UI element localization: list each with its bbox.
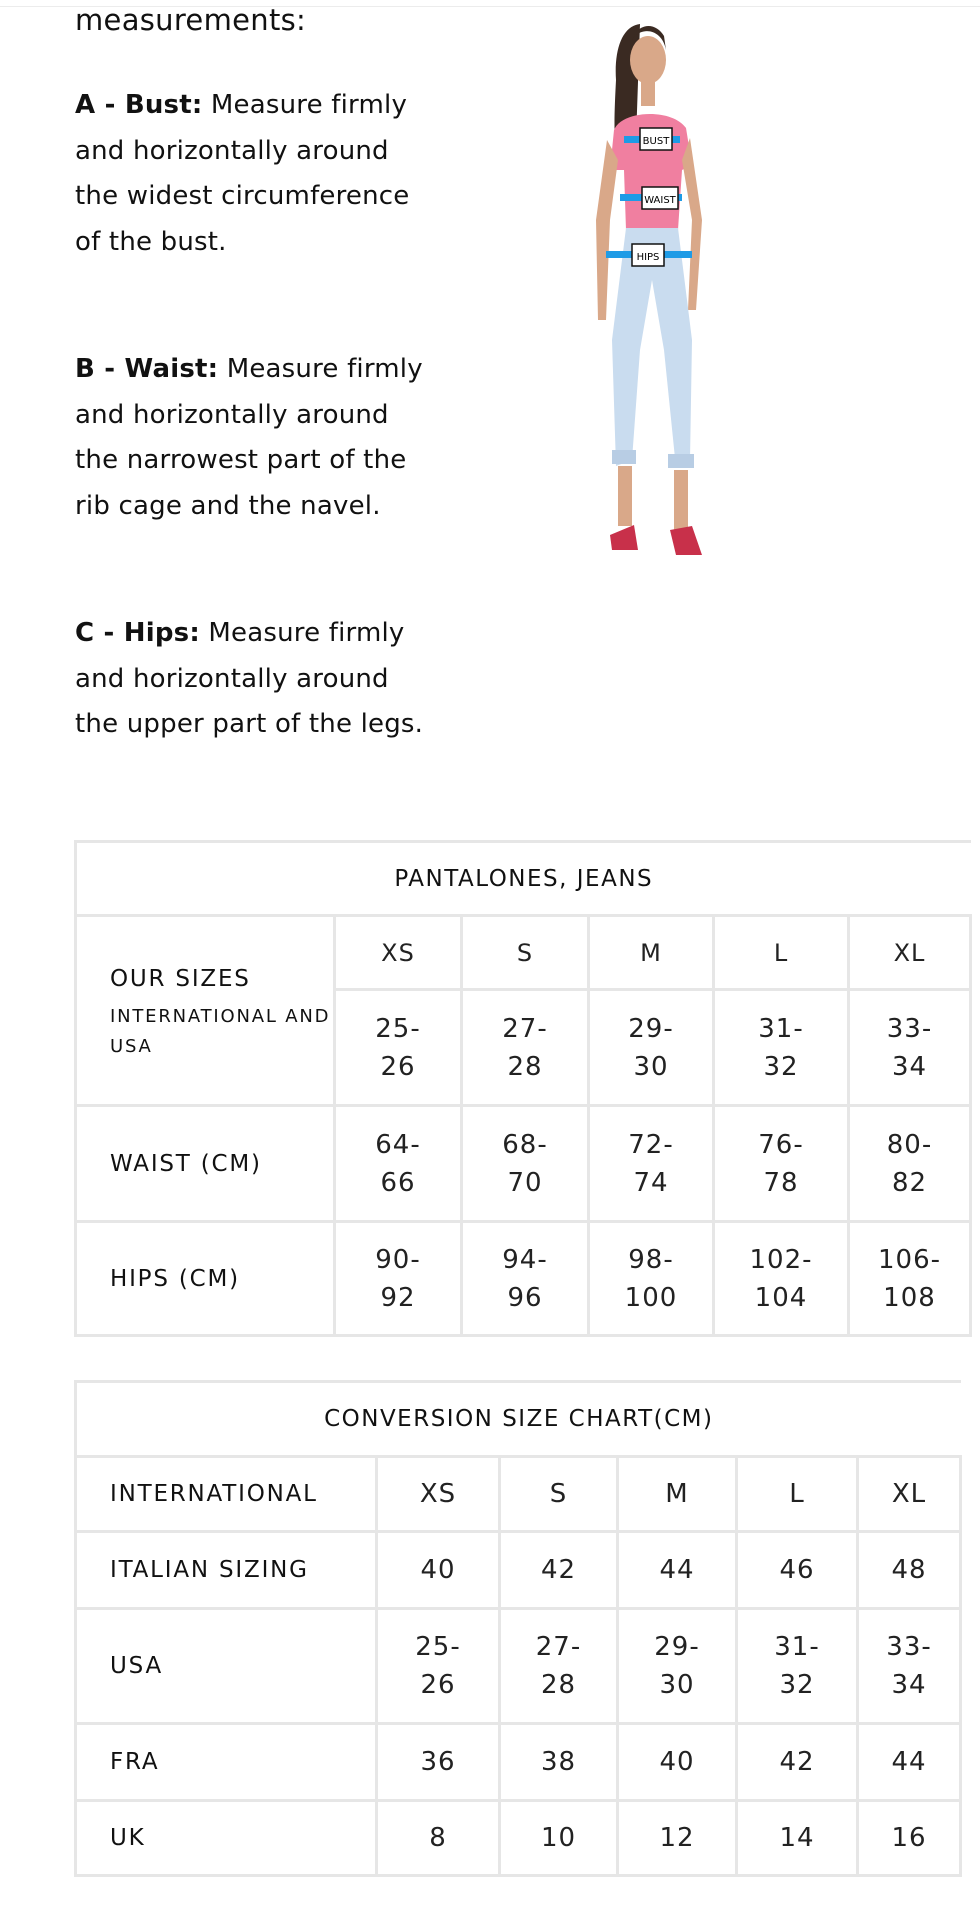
table-cell: L: [737, 1457, 858, 1532]
hips-tag: HIPS: [636, 252, 660, 263]
size-cell: XL: [849, 916, 971, 990]
bust-tag: BUST: [642, 136, 670, 147]
table-cell: 46: [737, 1532, 858, 1609]
table-cell: 40: [618, 1724, 737, 1801]
table-cell: 48: [858, 1532, 961, 1609]
numeric-size-cell: 25- 26: [335, 990, 462, 1106]
table-cell: 98- 100: [589, 1222, 714, 1336]
table-cell: 16: [858, 1801, 961, 1876]
table-row: [76, 1801, 961, 1876]
row-label: USA: [76, 1609, 377, 1724]
table-cell: 64- 66: [335, 1106, 462, 1222]
size-cell: S: [462, 916, 589, 990]
table-cell: 44: [618, 1532, 737, 1609]
table-cell: 10: [500, 1801, 618, 1876]
table-cell: 76- 78: [714, 1106, 849, 1222]
size-cell: M: [589, 916, 714, 990]
jeans-size-table-container: [74, 840, 941, 1337]
row-label: ITALIAN SIZING: [76, 1532, 377, 1609]
table-title: PANTALONES, JEANS: [76, 842, 971, 916]
table-cell: 102- 104: [714, 1222, 849, 1336]
row-label: INTERNATIONAL: [76, 1457, 377, 1532]
table-cell: 14: [737, 1801, 858, 1876]
bust-instruction: [75, 83, 435, 265]
table-cell: 42: [500, 1532, 618, 1609]
table-cell: 36: [377, 1724, 500, 1801]
row-label: WAIST (CM): [76, 1106, 335, 1222]
table-row: [76, 1724, 961, 1801]
numeric-size-cell: 31- 32: [714, 990, 849, 1106]
table-cell: 42: [737, 1724, 858, 1801]
table-cell: S: [500, 1457, 618, 1532]
bust-text: Measure firmly and horizontally around the widest circumference of the bust.: [75, 90, 410, 257]
row-label: UK: [76, 1801, 377, 1876]
size-cell: XS: [335, 916, 462, 990]
numeric-size-cell: 29- 30: [589, 990, 714, 1106]
table-cell: 80- 82: [849, 1106, 971, 1222]
numeric-size-cell: 27- 28: [462, 990, 589, 1106]
table-row: [76, 1609, 961, 1724]
table-cell: 90- 92: [335, 1222, 462, 1336]
table-cell: 72- 74: [589, 1106, 714, 1222]
table-row: [76, 1457, 961, 1532]
model-measurement-image: [552, 20, 752, 680]
table-row: [76, 1532, 961, 1609]
table-cell: 31- 32: [737, 1609, 858, 1724]
table-cell: 94- 96: [462, 1222, 589, 1336]
hips-label: C - Hips:: [75, 618, 200, 648]
table-row: [76, 1222, 971, 1336]
table-row: [76, 1106, 971, 1222]
table-cell: 25- 26: [377, 1609, 500, 1724]
waist-instruction: [75, 347, 435, 529]
waist-label: B - Waist:: [75, 354, 219, 384]
jeans-size-table: [74, 840, 972, 1337]
row-label: FRA: [76, 1724, 377, 1801]
table-cell: 8: [377, 1801, 500, 1876]
size-cell: L: [714, 916, 849, 990]
table-cell: 12: [618, 1801, 737, 1876]
measurements-heading: measurements:: [75, 3, 307, 37]
hips-text: Measure firmly and horizontally around the upper part of the legs.: [75, 618, 424, 739]
waist-tag: WAIST: [644, 195, 676, 206]
waist-text: Measure firmly and horizontally around the narrowest part of the rib cage and the navel.: [75, 354, 423, 521]
table-cell: 106- 108: [849, 1222, 971, 1336]
table-cell: XL: [858, 1457, 961, 1532]
table-cell: 27- 28: [500, 1609, 618, 1724]
table-cell: 68- 70: [462, 1106, 589, 1222]
our-sizes-sublabel: INTERNATIONAL AND USA: [110, 1005, 331, 1057]
row-label: HIPS (CM): [76, 1222, 335, 1336]
table-cell: 38: [500, 1724, 618, 1801]
table-cell: XS: [377, 1457, 500, 1532]
table-cell: 44: [858, 1724, 961, 1801]
table-cell: 40: [377, 1532, 500, 1609]
table-title: CONVERSION SIZE CHART(CM): [76, 1382, 961, 1457]
numeric-size-cell: 33- 34: [849, 990, 971, 1106]
table-cell: 33- 34: [858, 1609, 961, 1724]
bust-label: A - Bust:: [75, 90, 203, 120]
conversion-table-container: [74, 1380, 932, 1877]
table-cell: M: [618, 1457, 737, 1532]
hips-instruction: [75, 611, 435, 748]
our-sizes-label: OUR SIZES: [110, 965, 251, 992]
conversion-size-table: [74, 1380, 962, 1877]
table-cell: 29- 30: [618, 1609, 737, 1724]
our-sizes-header: [76, 916, 335, 1106]
